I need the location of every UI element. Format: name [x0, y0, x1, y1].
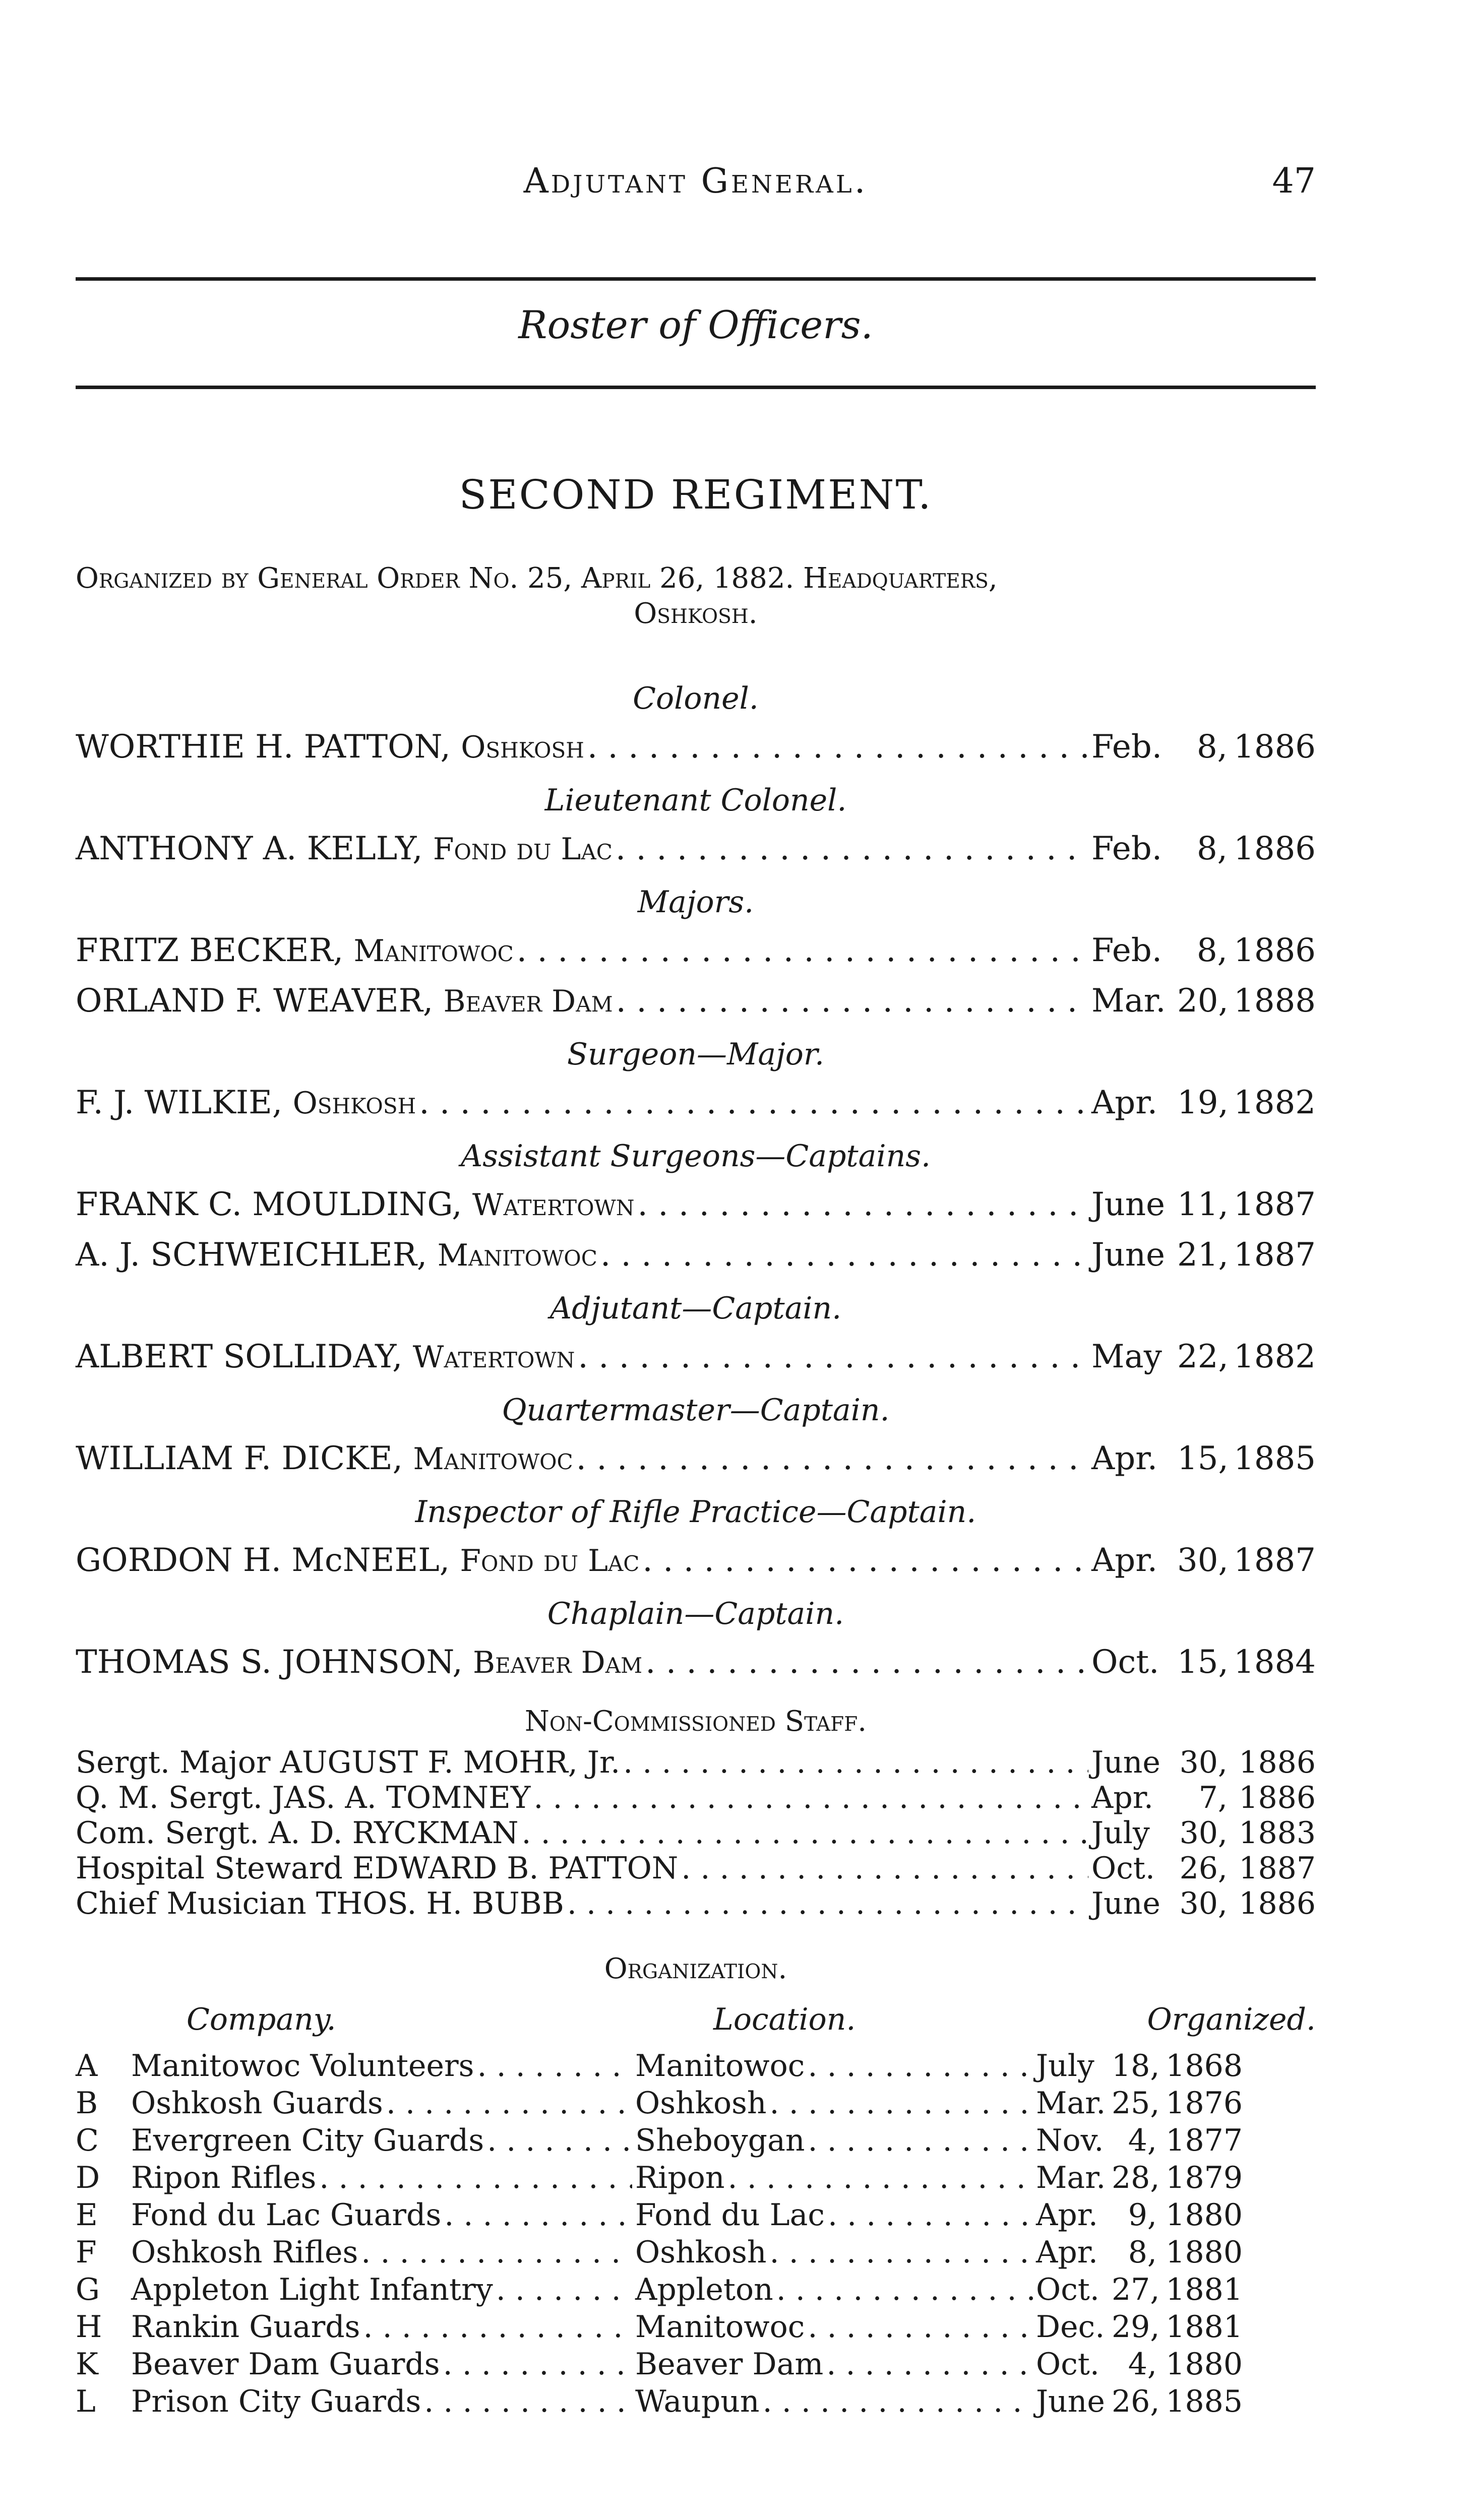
company-name: Manitowoc Volunteers: [131, 2048, 474, 2084]
dot-leader: [517, 925, 1088, 976]
dot-leader: [770, 2085, 1033, 2122]
date: [1036, 2234, 1243, 2271]
officer-entry: [76, 1230, 1316, 1280]
date-day: 27,: [1112, 2272, 1160, 2307]
company-entry: [76, 2085, 1316, 2122]
bottom-rule: [76, 386, 1316, 389]
company-entry: [76, 2159, 1316, 2196]
company-location-group: [635, 2234, 1036, 2271]
date-month: Nov.: [1036, 2123, 1104, 2158]
company-name: Oshkosh Rifles: [131, 2235, 358, 2270]
section-gap: [76, 1128, 1316, 1133]
staff-name: Com. Sergt. A. D. RYCKMAN: [76, 1815, 519, 1851]
date-year: 1884: [1234, 1644, 1316, 1681]
date-day: 29,: [1112, 2309, 1160, 2345]
date: [1091, 1535, 1316, 1586]
dot-leader: [496, 2271, 632, 2308]
dot-leader: [578, 1332, 1088, 1382]
company-location: Fond du Lac: [635, 2197, 825, 2233]
running-title: Adjutant General.: [523, 161, 868, 201]
date-year: 1883: [1239, 1815, 1316, 1851]
officer-name: THOMAS S. JOHNSON,: [76, 1644, 463, 1681]
date-month: Feb.: [1091, 830, 1163, 867]
date-year: 1876: [1166, 2086, 1243, 2121]
dot-leader: [638, 1179, 1088, 1230]
staff-name: Q. M. Sergt. JAS. A. TOMNEY: [76, 1780, 531, 1815]
date-year: 1877: [1166, 2123, 1243, 2158]
rank-heading: Quartermaster—Captain.: [502, 1393, 890, 1428]
officer-name: FRANK C. MOULDING,: [76, 1186, 462, 1223]
officer-entry: [76, 1332, 1316, 1382]
date: [1091, 1815, 1316, 1851]
company-location: Ripon: [635, 2160, 725, 2195]
company-location-group: [635, 2308, 1036, 2346]
date-month: Apr.: [1091, 1440, 1158, 1477]
company-location: Oshkosh: [635, 2235, 767, 2270]
section-gap: [76, 1280, 1316, 1285]
company-entry: [76, 2196, 1316, 2234]
date-day: 30,: [1179, 1745, 1228, 1780]
dot-leader: [826, 2346, 1033, 2383]
date-year: 1885: [1166, 2384, 1243, 2419]
date-year: 1886: [1234, 728, 1316, 766]
officer-residence: Manitowoc: [437, 1238, 597, 1273]
officer-residence: Watertown: [412, 1340, 575, 1375]
staff-name: Chief Musician THOS. H. BUBB: [76, 1886, 564, 1921]
officer-name-group: [76, 1179, 635, 1230]
company-letter: C: [76, 2123, 99, 2158]
date-year: 1879: [1166, 2160, 1243, 2195]
officer-entry: [76, 1433, 1316, 1484]
company-location: Sheboygan: [635, 2123, 805, 2158]
company-letter: K: [76, 2347, 98, 2382]
rank-heading: Adjutant—Captain.: [549, 1291, 842, 1326]
date-month: June: [1036, 2384, 1105, 2419]
officer-residence: Watertown: [472, 1187, 635, 1223]
date-day: 11,: [1177, 1186, 1229, 1223]
date-day: 15,: [1177, 1440, 1229, 1477]
date-month: June: [1091, 1186, 1165, 1223]
company-location-group: [635, 2122, 1036, 2159]
officer-name-group: [76, 1637, 642, 1688]
date: [1091, 1780, 1316, 1815]
date: [1091, 1179, 1316, 1230]
officer-residence: Beaver Dam: [443, 984, 613, 1019]
page-number: 47: [1272, 161, 1316, 201]
date-month: Dec.: [1036, 2309, 1105, 2345]
dot-leader: [728, 2159, 1033, 2196]
company-name: Prison City Guards: [131, 2384, 421, 2419]
company-name: Fond du Lac Guards: [131, 2197, 442, 2233]
company-name-group: [131, 2196, 635, 2234]
company-location: Manitowoc: [635, 2048, 805, 2084]
officer-name: WORTHIE H. PATTON,: [76, 728, 451, 766]
officer-name: A. J. SCHWEICHLER,: [76, 1236, 427, 1274]
officer-entry: [76, 722, 1316, 772]
date-month: Apr.: [1036, 2235, 1098, 2270]
date-year: 1881: [1166, 2309, 1243, 2345]
company-name-group: [131, 2159, 635, 2196]
date: [1036, 2308, 1243, 2346]
company-name: Ripon Rifles: [131, 2160, 317, 2195]
date: [1036, 2085, 1243, 2122]
company-location-group: [635, 2047, 1036, 2085]
rank-heading: Lieutenant Colonel.: [544, 783, 847, 818]
date-month: Oct.: [1036, 2272, 1099, 2307]
dot-leader: [600, 1230, 1088, 1280]
officer-entry: [76, 1179, 1316, 1230]
date-year: 1886: [1234, 830, 1316, 867]
company-name: Beaver Dam Guards: [131, 2347, 440, 2382]
date-day: 9,: [1128, 2197, 1157, 2233]
date-day: 15,: [1177, 1644, 1229, 1681]
date-year: 1886: [1239, 1780, 1316, 1815]
company-location-group: [635, 2085, 1036, 2122]
officer-name: FRITZ BECKER,: [76, 932, 344, 969]
date-month: July: [1036, 2048, 1094, 2084]
document-page: [76, 0, 1316, 2520]
company-location-group: [635, 2271, 1036, 2308]
date-month: May: [1091, 1338, 1162, 1375]
company-letter: L: [76, 2384, 96, 2419]
date-year: 1880: [1166, 2347, 1243, 2382]
section-gap: [76, 772, 1316, 777]
company-location-group: [635, 2383, 1036, 2420]
date-day: 20,: [1177, 982, 1229, 1020]
dot-leader: [533, 1780, 1088, 1815]
dot-leader: [828, 2196, 1033, 2234]
date-day: 30,: [1177, 1542, 1229, 1579]
date-month: June: [1091, 1745, 1160, 1780]
organized-line-headquarters: Oshkosh.: [634, 597, 758, 630]
officer-name: ANTHONY A. KELLY,: [76, 830, 423, 867]
dot-leader: [443, 2346, 632, 2383]
officer-entry: [76, 976, 1316, 1026]
date: [1091, 1433, 1316, 1484]
date-day: 19,: [1177, 1084, 1229, 1121]
date: [1036, 2047, 1243, 2085]
dot-leader: [576, 1433, 1088, 1484]
dot-leader: [477, 2047, 632, 2085]
roster-content: [76, 675, 1316, 2420]
date-month: Feb.: [1091, 932, 1163, 969]
date-month: Mar.: [1091, 982, 1166, 1020]
officer-residence: Fond du Lac: [433, 832, 613, 867]
officer-sections: [76, 675, 1316, 1692]
dot-leader: [623, 1745, 1088, 1780]
company-entry: [76, 2346, 1316, 2383]
staff-entry: [76, 1745, 1316, 1780]
date: [1036, 2196, 1243, 2234]
date: [1091, 1332, 1316, 1382]
rank-heading: Majors.: [637, 885, 754, 920]
date-month: July: [1091, 1815, 1150, 1851]
company-entry: [76, 2308, 1316, 2346]
non-commissioned-heading: Non-Commissioned Staff.: [524, 1705, 867, 1738]
officer-residence: Oshkosh: [292, 1086, 416, 1121]
date-year: 1888: [1234, 982, 1316, 1020]
officer-name-group: [76, 1332, 575, 1382]
date-day: 25,: [1112, 2086, 1160, 2121]
date-day: 26,: [1112, 2384, 1160, 2419]
company-letter: E: [76, 2197, 98, 2233]
officer-name-group: [76, 976, 613, 1027]
date: [1036, 2383, 1243, 2420]
date-year: 1887: [1239, 1851, 1316, 1886]
officer-residence: Beaver Dam: [473, 1645, 643, 1680]
date-month: Oct.: [1036, 2347, 1099, 2382]
date: [1091, 976, 1316, 1026]
company-name-group: [131, 2085, 635, 2122]
company-location-group: [635, 2346, 1036, 2383]
date-month: Mar.: [1036, 2086, 1106, 2121]
date-month: Oct.: [1091, 1851, 1155, 1886]
company-entry: [76, 2271, 1316, 2308]
date-day: 4,: [1128, 2347, 1157, 2382]
company-name: Rankin Guards: [131, 2309, 360, 2345]
date: [1036, 2346, 1243, 2383]
date-month: Apr.: [1091, 1084, 1158, 1121]
date-month: June: [1091, 1886, 1160, 1921]
company-location: Oshkosh: [635, 2086, 767, 2121]
officer-entry: [76, 925, 1316, 976]
date-day: 7,: [1198, 1780, 1228, 1815]
date-year: 1880: [1166, 2235, 1243, 2270]
date-day: 8,: [1196, 830, 1228, 867]
dot-leader: [616, 824, 1088, 874]
date-day: 26,: [1179, 1851, 1228, 1886]
staff-entry: [76, 1780, 1316, 1815]
dot-leader: [645, 1637, 1088, 1687]
officer-residence: Manitowoc: [353, 933, 514, 969]
officer-name: F. J. WILKIE,: [76, 1084, 283, 1121]
organization-heading: Organization.: [604, 1952, 787, 1985]
section-gap: [76, 1687, 1316, 1692]
date-day: 8,: [1196, 932, 1228, 969]
staff-entry: [76, 1886, 1316, 1921]
date: [1036, 2159, 1243, 2196]
date-year: 1880: [1166, 2197, 1243, 2233]
dot-leader: [776, 2271, 1033, 2308]
rank-heading: Colonel.: [633, 681, 759, 716]
officer-name-group: [76, 925, 514, 976]
date-year: 1886: [1234, 932, 1316, 969]
dot-leader: [616, 976, 1088, 1026]
company-entry: [76, 2047, 1316, 2085]
officer-name: ALBERT SOLLIDAY,: [76, 1338, 403, 1375]
officer-name-group: [76, 722, 584, 773]
section-title: Roster of Officers.: [518, 302, 873, 347]
company-list: [76, 2047, 1316, 2420]
date-year: 1881: [1166, 2272, 1243, 2307]
staff-entry: [76, 1815, 1316, 1851]
company-name-group: [131, 2271, 635, 2308]
dot-leader: [808, 2047, 1033, 2085]
dot-leader: [419, 1078, 1088, 1128]
company-name: Appleton Light Infantry: [131, 2272, 493, 2307]
rank-heading: Chaplain—Captain.: [547, 1596, 844, 1631]
non-commissioned-list: [76, 1745, 1316, 1921]
company-name-group: [131, 2346, 635, 2383]
officer-name-group: [76, 1230, 597, 1281]
date: [1036, 2271, 1243, 2308]
company-letter: A: [76, 2048, 98, 2084]
dot-leader: [361, 2234, 632, 2271]
rank-heading: Surgeon—Major.: [567, 1037, 825, 1072]
company-letter: H: [76, 2309, 102, 2345]
dot-leader: [444, 2196, 632, 2234]
date-year: 1886: [1239, 1886, 1316, 1921]
date-day: 18,: [1112, 2048, 1160, 2084]
officer-entry: [76, 1078, 1316, 1128]
date: [1091, 1886, 1316, 1921]
date-year: 1882: [1234, 1338, 1316, 1375]
officer-name: GORDON H. McNEEL,: [76, 1542, 450, 1579]
date-day: 30,: [1179, 1815, 1228, 1851]
dot-leader: [642, 1535, 1088, 1586]
date-day: 4,: [1128, 2123, 1157, 2158]
date: [1091, 1078, 1316, 1128]
company-location: Beaver Dam: [635, 2347, 824, 2382]
rank-heading: Assistant Surgeons—Captains.: [460, 1139, 931, 1174]
date: [1091, 722, 1316, 772]
officer-name-group: [76, 824, 613, 874]
date-year: 1886: [1239, 1745, 1316, 1780]
company-name-group: [131, 2234, 635, 2271]
date-day: 22,: [1177, 1338, 1229, 1375]
date: [1091, 1230, 1316, 1280]
top-rule: [76, 277, 1316, 281]
staff-name: Hospital Steward EDWARD B. PATTON: [76, 1851, 679, 1886]
dot-leader: [681, 1851, 1088, 1886]
date-month: Apr.: [1091, 1780, 1153, 1815]
dot-leader: [808, 2308, 1033, 2346]
dot-leader: [808, 2122, 1033, 2159]
company-name-group: [131, 2383, 635, 2420]
column-location: Location.: [713, 2002, 856, 2037]
company-entry: [76, 2234, 1316, 2271]
section-gap: [76, 1484, 1316, 1489]
officer-name-group: [76, 1433, 573, 1484]
date-year: 1887: [1234, 1542, 1316, 1579]
date-month: Apr.: [1091, 1542, 1158, 1579]
company-location-group: [635, 2159, 1036, 2196]
section-gap: [76, 1586, 1316, 1591]
column-organized: Organized.: [1147, 2002, 1316, 2037]
section-gap: [76, 874, 1316, 879]
organization-column-headers: [76, 1997, 1316, 2047]
officer-entry: [76, 1535, 1316, 1586]
date: [1036, 2122, 1243, 2159]
company-letter: B: [76, 2086, 98, 2121]
date-month: June: [1091, 1236, 1165, 1274]
company-letter: D: [76, 2160, 100, 2195]
date-year: 1887: [1234, 1236, 1316, 1274]
officer-name-group: [76, 1535, 639, 1586]
rank-heading: Inspector of Rifle Practice—Captain.: [415, 1494, 976, 1530]
date-month: Mar.: [1036, 2160, 1106, 2195]
company-location: Manitowoc: [635, 2309, 805, 2345]
company-name-group: [131, 2122, 635, 2159]
officer-name: WILLIAM F. DICKE,: [76, 1440, 403, 1477]
date: [1091, 1637, 1316, 1687]
running-head: [76, 161, 1316, 217]
officer-name: ORLAND F. WEAVER,: [76, 982, 434, 1020]
date-month: Feb.: [1091, 728, 1163, 766]
company-name: Oshkosh Guards: [131, 2086, 383, 2121]
staff-name: Sergt. Major AUGUST F. MOHR, Jr.: [76, 1745, 621, 1780]
officer-name-group: [76, 1078, 416, 1128]
officer-residence: Manitowoc: [413, 1441, 573, 1477]
section-gap: [76, 1026, 1316, 1031]
regiment-title: SECOND REGIMENT.: [459, 471, 933, 518]
company-location: Appleton: [635, 2272, 773, 2307]
company-name-group: [131, 2308, 635, 2346]
date: [1091, 1745, 1316, 1780]
date-day: 8,: [1128, 2235, 1157, 2270]
officer-entry: [76, 1637, 1316, 1687]
date: [1091, 1851, 1316, 1886]
date-day: 30,: [1179, 1886, 1228, 1921]
date-year: 1885: [1234, 1440, 1316, 1477]
company-name-group: [131, 2047, 635, 2085]
date-month: Apr.: [1036, 2197, 1098, 2233]
company-location: Waupun: [635, 2384, 760, 2419]
company-letter: G: [76, 2272, 100, 2307]
dot-leader: [487, 2122, 632, 2159]
date-year: 1882: [1234, 1084, 1316, 1121]
officer-residence: Oshkosh: [461, 730, 584, 765]
date-year: 1887: [1234, 1186, 1316, 1223]
company-name: Evergreen City Guards: [131, 2123, 484, 2158]
date-day: 8,: [1196, 728, 1228, 766]
column-company: Company.: [187, 2002, 336, 2037]
dot-leader: [424, 2383, 632, 2420]
dot-leader: [763, 2383, 1033, 2420]
dot-leader: [363, 2308, 632, 2346]
date-month: Oct.: [1091, 1644, 1159, 1681]
date: [1091, 925, 1316, 976]
dot-leader: [522, 1815, 1089, 1851]
date: [1091, 824, 1316, 874]
date-year: 1868: [1166, 2048, 1243, 2084]
company-entry: [76, 2122, 1316, 2159]
staff-entry: [76, 1851, 1316, 1886]
date-day: 28,: [1112, 2160, 1160, 2195]
dot-leader: [386, 2085, 632, 2122]
company-location-group: [635, 2196, 1036, 2234]
dot-leader: [770, 2234, 1033, 2271]
dot-leader: [319, 2159, 632, 2196]
officer-entry: [76, 824, 1316, 874]
dot-leader: [567, 1886, 1088, 1921]
dot-leader: [587, 722, 1088, 772]
officer-residence: Fond du Lac: [460, 1543, 640, 1579]
date-day: 21,: [1177, 1236, 1229, 1274]
section-gap: [76, 1382, 1316, 1387]
company-entry: [76, 2383, 1316, 2420]
company-letter: F: [76, 2235, 97, 2270]
organized-line: Organized by General Order No. 25, April 26, 1882. Headquarters,: [76, 562, 998, 595]
